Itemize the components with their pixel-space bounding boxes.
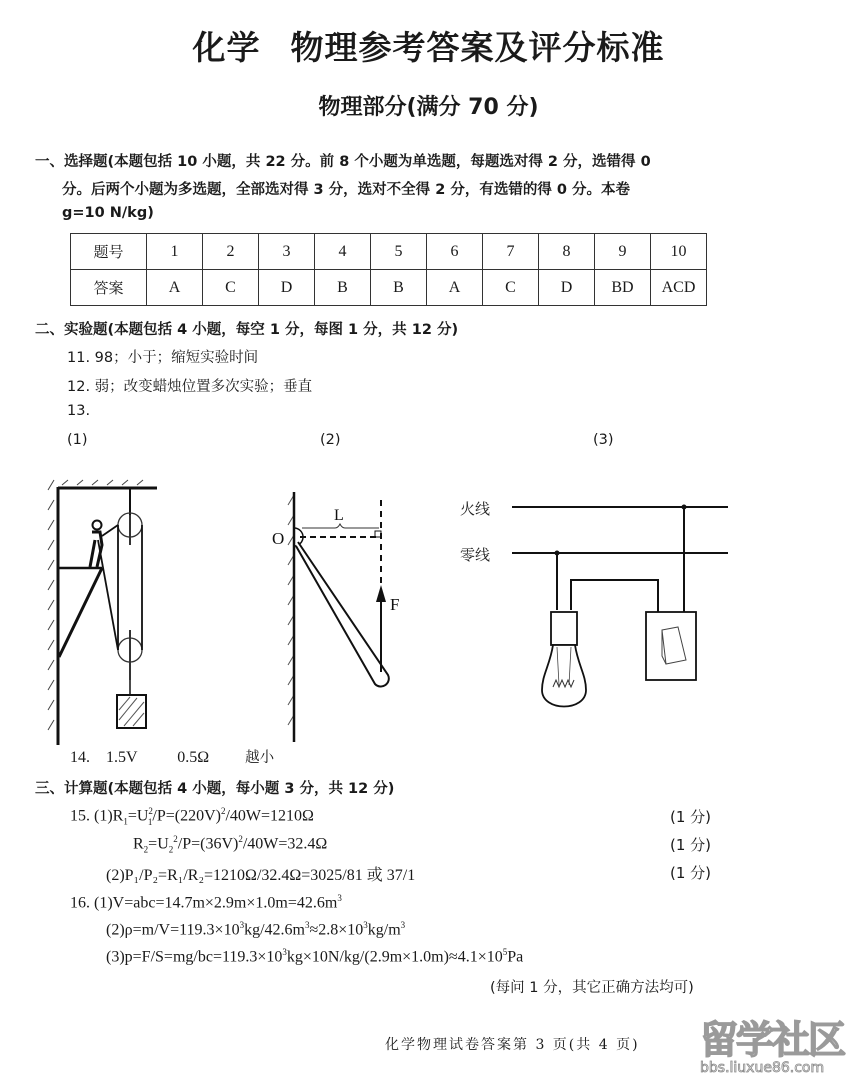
answer-cell: D [259,270,315,306]
figure-label-1: (1) [67,432,88,448]
q15-sup: 2 [220,806,226,816]
q15-text: /P=(220V) [152,807,221,825]
question-number: 1 [147,234,203,270]
q16-text: kg/m [367,921,401,939]
q16-text: Pa [507,948,524,966]
light-bulb-icon [542,612,586,707]
q15-sub: 2 [168,844,174,855]
q16-sup: 3 [363,920,368,930]
q16-text: ≈2.8×10 [309,921,364,939]
answer-cell: B [315,270,371,306]
figure-label-2: (2) [320,432,341,448]
answer-cell: A [427,270,483,306]
q16-text: (3)p=F/S=mg/bc=119.3×10 [106,948,283,966]
circuit-diagram [450,480,750,720]
row-header-number: 题号 [71,234,147,270]
force-arrowhead [376,585,386,602]
q14-answer-3: 越小 [245,750,275,766]
pulley-diagram [40,470,170,750]
q15-text: =U [148,835,169,853]
q16-text: kg/42.6m [244,921,305,939]
figure-label-3: (3) [593,432,614,448]
q16-sup: 3 [239,920,245,930]
wire [571,580,658,612]
answer-cell: D [539,270,595,306]
question-number: 6 [427,234,483,270]
q16-sup: 5 [502,947,508,957]
q16-sup: 3 [400,920,406,930]
q14-answer-2: 0.5Ω [177,749,210,766]
answer-q14 [70,746,274,767]
q14-answer-1: 1.5V [106,749,138,766]
q15-sup: 2 [148,806,153,816]
q15-sub: 1 [123,816,128,827]
watermark-url: bbs.liuxue86.com [700,1060,825,1076]
q15-text: /40W=32.4Ω [242,835,328,853]
section1-heading-line3: g=10 N/kg) [62,205,154,221]
answer-cell: B [371,270,427,306]
lever-diagram [260,480,420,750]
answer-cell: A [147,270,203,306]
neutral-wire-label: 零线 [460,546,491,564]
watermark-title: 留学社区 [700,1018,845,1062]
pivot-label: O [272,529,285,548]
question-number: 8 [539,234,595,270]
q15-sup: 2 [238,834,243,844]
q15-line1 [70,806,314,827]
wall-hatching [48,480,143,730]
brace-L [302,524,379,528]
answer-cell: ACD [651,270,707,306]
question-number: 10 [651,234,707,270]
live-wire-label: 火线 [460,500,491,518]
q15-text: /P=(36V) [177,835,239,853]
q16-line2 [106,920,405,939]
answer-table [70,233,707,306]
q16-text: (2)ρ=m/V=119.3×10 [106,921,240,939]
q16-text: (1)V=abc=14.7m×2.9m×1.0m=42.6m [94,894,338,912]
answer-cell: C [483,270,539,306]
page-title [0,22,857,69]
answer-cell: C [203,270,259,306]
q15-text: R [133,835,144,853]
q15-text: (1)R [94,807,124,825]
title-chemistry: 化学 [192,28,261,67]
q16-sup: 3 [282,947,287,957]
q15-text: /40W=1210Ω [225,807,314,825]
section1-heading-line2: 分。后两个小题为多选题，全部选对得 3 分，选对不全得 2 分，有选错的得 0 分。本卷 [62,182,631,198]
answer-cell: BD [595,270,651,306]
lever-arm [296,542,389,686]
q15-sub: 1 [147,816,153,827]
q16-number: 16. [70,894,90,912]
title-physics: 物理参考答案及评分标准 [290,28,665,67]
rope-pull [98,540,118,650]
platform-brace [59,568,102,657]
q15-line2 [133,834,327,855]
q15-line2-points: (1 分) [670,836,712,854]
table-row-numbers [71,234,707,270]
q15-number: 15. [70,807,90,825]
q16-scoring-note: (每问 1 分，其它正确方法均可) [490,980,694,996]
force-label: F [390,595,400,614]
q16-sup: 3 [304,920,310,930]
question-number: 2 [203,234,259,270]
q14-number: 14. [70,749,90,766]
rope-pull [102,525,118,536]
section-subtitle: 物理部分(满分 70 分) [318,95,539,120]
table-row-answers [71,270,707,306]
section1-heading-line1: 一、选择题(本题包括 10 小题，共 22 分。前 8 个小题为单选题，每题选对得 2 分，选错得 0 [35,154,651,170]
watermark-logo [700,1020,850,1080]
question-number: 5 [371,234,427,270]
answer-q12: 12. 弱；改变蜡烛位置多次实验；垂直 [67,379,313,395]
arm-length-label: L [334,507,344,524]
question-number: 4 [315,234,371,270]
q15-line3: (2)P₁/P₂=R₁/R₂=1210Ω/32.4Ω=3025/81 或 37/1 [106,867,416,884]
section3-heading: 三、计算题(本题包括 4 小题，每小题 3 分，共 12 分) [35,781,395,797]
q15-line3-points: (1 分) [670,864,712,882]
question-number: 9 [595,234,651,270]
q16-line3 [106,947,523,966]
person-icon [90,521,102,568]
q16-text: kg×10N/kg/(2.9m×1.0m)≈4.1×10 [286,948,503,966]
q16-line1 [70,893,342,912]
page-footer: 化学物理试卷答案第 3 页(共 4 页) [385,1037,640,1053]
row-header-answer: 答案 [71,270,147,306]
switch-icon [646,612,696,680]
section2-heading: 二、实验题(本题包括 4 小题，每空 1 分，每图 1 分，共 12 分) [35,322,459,338]
question-number: 3 [259,234,315,270]
q15-text: =U [127,807,149,825]
q15-sup: 2 [173,834,178,844]
answer-q13: 13. [67,403,91,419]
weight-block [117,695,146,728]
q15-sub: 2 [143,844,149,855]
q16-sup: 3 [337,893,342,903]
answer-q11: 11. 98；小于；缩短实验时间 [67,350,259,366]
q15-line1-points: (1 分) [670,808,712,826]
question-number: 7 [483,234,539,270]
